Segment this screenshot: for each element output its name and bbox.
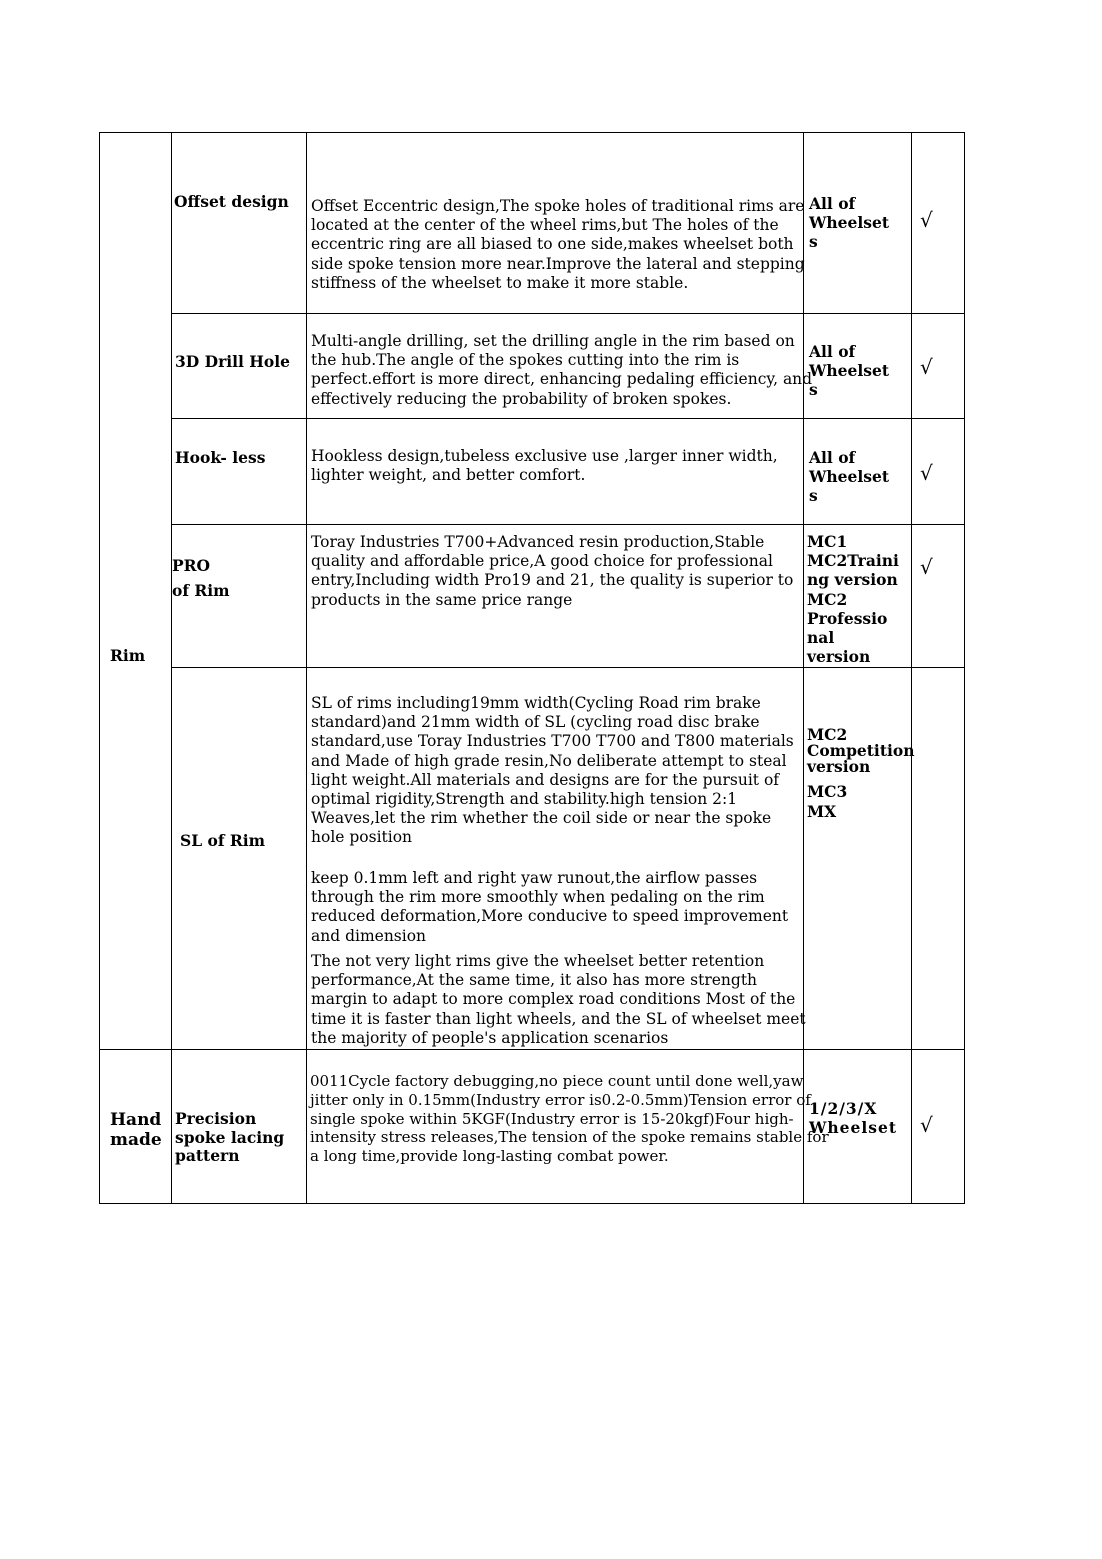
feature-label: SL of Rim <box>180 831 266 850</box>
feature-label: 3D Drill Hole <box>175 352 291 371</box>
applicable-models: 1/2/3/X Wheelset <box>809 1099 898 1138</box>
applicable-models: All of Wheelset s <box>809 342 890 400</box>
feature-description-part: SL of rims including19mm width(Cycling Road rim brake standard)and 21mm width of SL (cycling road disc brake standard,use Toray Industries T700 T700 and T800 materials and Made of high grade resin,No deliberate attempt to steal light weight.All materials and designs are for the pursuit of optimal rigidity,Strength and stability.high tension 2:1 Weaves,let the rim whether the coil side or near the spoke hole position <box>311 694 794 847</box>
feature-description: Hookless design,tubeless exclusive use ,larger inner width, lighter weight, and better comfort. <box>311 447 778 485</box>
feature-cell-offset-design <box>171 132 307 314</box>
feature-description: Multi-angle drilling, set the drilling angle in the rim based on the hub.The angle of the spokes cutting into the rim is perfect.effort is more direct, enhancing pedaling efficiency, and effectively reducing the probability of broken spokes. <box>311 332 813 408</box>
feature-cell-sl <box>171 667 307 1050</box>
feature-description: 0011Cycle factory debugging,no piece count until done well,yaw jitter only in 0.15mm(Industry error is0.2-0.5mm)Tension error of single spoke within 5KGF(Industry error is 15-20kgf)Four high- intensity stress releases,The tension of the spoke remains stable for a long time,provide long-lasting combat power. <box>310 1072 829 1166</box>
feature-label: PRO of Rim <box>172 556 230 600</box>
feature-cell-hookless <box>171 418 307 525</box>
checkmark-icon: √ <box>920 355 933 379</box>
feature-description: Toray Industries T700+Advanced resin production,Stable quality and affordable price,A good choice for professional entry,Including width Pro19 and 21, the quality is superior to products in the same price range <box>311 533 794 609</box>
group-label-rim: Rim <box>110 646 146 665</box>
applicable-models-part: MC2 Competition version <box>807 725 915 776</box>
applicable-models: All of Wheelset s <box>809 194 890 252</box>
feature-description: Offset Eccentric design,The spoke holes of traditional rims are located at the center of the wheel rims,but The holes of the eccentric ring are all biased to one side,makes wheelset both side spoke tension more near.Improve the lateral and stepping stiffness of the wheelset to make it more stable. <box>311 197 805 292</box>
checkmark-icon: √ <box>920 208 933 232</box>
checkmark-icon: √ <box>920 461 933 485</box>
feature-description-part: The not very light rims give the wheelset better retention performance,At the same time, it also has more strength margin to adapt to more complex road conditions Most of the time it is faster than light wheels, and the SL of wheelset meet the majority of people's application scenarios <box>311 952 806 1047</box>
checkmark-icon: √ <box>920 555 933 579</box>
rim-group-cell <box>99 132 172 1050</box>
feature-label: Hook- less <box>175 448 266 467</box>
check-cell-sl <box>911 667 965 1050</box>
checkmark-icon: √ <box>920 1113 933 1137</box>
group-label-handmade: Hand made <box>110 1110 162 1150</box>
feature-description-part: keep 0.1mm left and right yaw runout,the airflow passes through the rim more smoothly when pedaling on the rim reduced deformation,More conducive to speed improvement and dimension <box>311 869 789 945</box>
applicable-models: MC1 MC2Traini ng version MC2 Professio nal version <box>807 532 899 667</box>
feature-label: Precision spoke lacing pattern <box>175 1109 285 1165</box>
feature-label: Offset design <box>174 192 289 211</box>
check-cell-pro <box>911 524 965 668</box>
applicable-models: All of Wheelset s <box>809 448 890 506</box>
applicable-models-part: MC3 MX <box>807 782 848 821</box>
